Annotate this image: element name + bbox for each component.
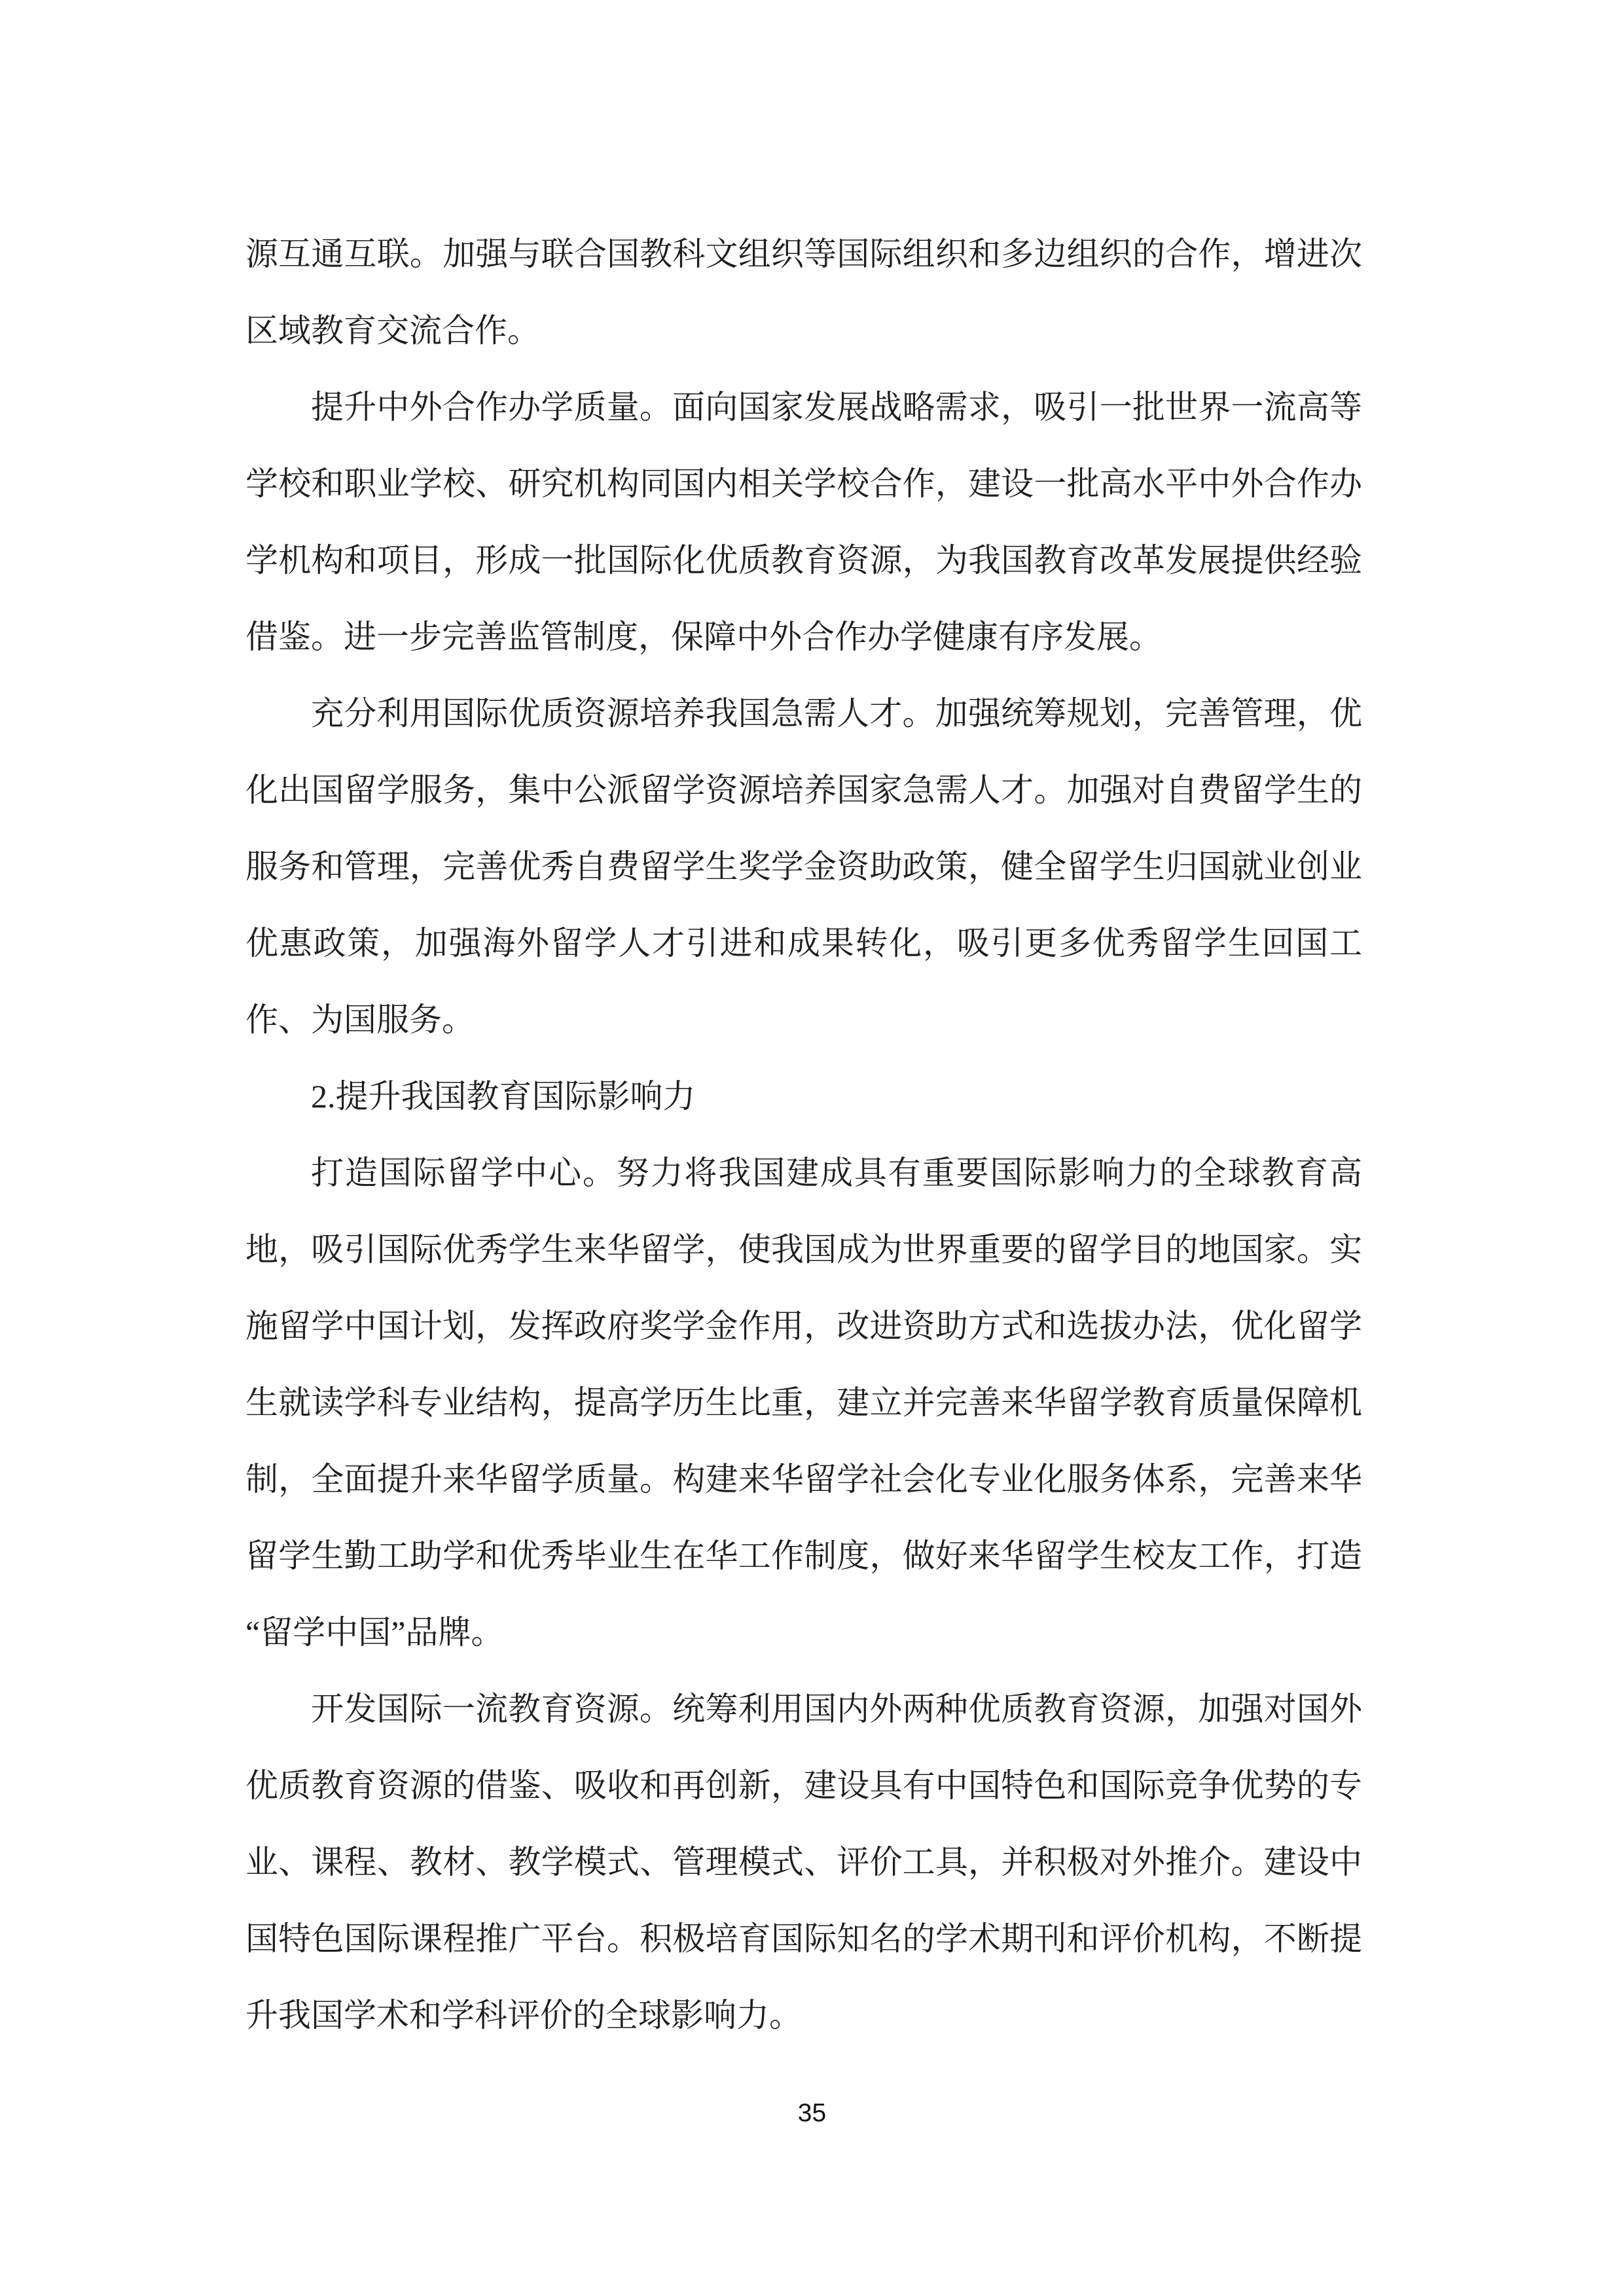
- paragraph-text-line: 施留学中国计划，发挥政府奖学金作用，改进资助方式和选拔办法，优化留学: [245, 1308, 1362, 1344]
- paragraph-text-line: 升我国学术和学科评价的全球影响力。: [245, 1997, 802, 2034]
- paragraph-text-line: 业、课程、教材、教学模式、管理模式、评价工具，并积极对外推介。建设中: [245, 1844, 1362, 1880]
- paragraph-text-line: 制，全面提升来华留学质量。构建来华留学社会化专业化服务体系，完善来华: [245, 1461, 1362, 1498]
- paragraph-text-line: 优质教育资源的借鉴、吸收和再创新，建设具有中国特色和国际竞争优势的专: [245, 1767, 1362, 1804]
- paragraph-text-line: 生就读学科专业结构，提高学历生比重，建立并完善来华留学教育质量保障机: [245, 1384, 1362, 1421]
- paragraph-text-line: 充分利用国际优质资源培养我国急需人才。加强统筹规划，完善管理，优: [311, 695, 1362, 732]
- page-number: 35: [797, 2099, 827, 2127]
- paragraph-text-line: 地，吸引国际优秀学生来华留学，使我国成为世界重要的留学目的地国家。实: [245, 1231, 1362, 1268]
- paragraph-text-line: 化出国留学服务，集中公派留学资源培养国家急需人才。加强对自费留学生的: [245, 772, 1362, 808]
- paragraph-text-line: 打造国际留学中心。努力将我国建成具有重要国际影响力的全球教育高: [311, 1155, 1362, 1191]
- paragraph-text-line: 国特色国际课程推广平台。积极培育国际知名的学术期刊和评价机构，不断提: [245, 1920, 1362, 1957]
- paragraph-text-line: 留学生勤工助学和优秀毕业生在华工作制度，做好来华留学生校友工作，打造: [245, 1537, 1362, 1574]
- paragraph-text-line: 提升中外合作办学质量。面向国家发展战略需求，吸引一批世界一流高等: [311, 389, 1362, 425]
- paragraph-text-line: 借鉴。进一步完善监管制度，保障中外合作办学健康有序发展。: [245, 619, 1162, 655]
- paragraph-text-line: “留学中国”品牌。: [245, 1614, 504, 1651]
- paragraph-text-line: 学校和职业学校、研究机构同国内相关学校合作，建设一批高水平中外合作办: [245, 465, 1362, 502]
- paragraph-text-line: 区域教育交流合作。: [245, 312, 540, 349]
- paragraph-text-line: 服务和管理，完善优秀自费留学生奖学金资助政策，健全留学生归国就业创业: [245, 848, 1362, 885]
- paragraph-text-line: 开发国际一流教育资源。统筹利用国内外两种优质教育资源，加强对国外: [311, 1691, 1362, 1727]
- paragraph-text-line: 作、为国服务。: [245, 1001, 475, 1038]
- paragraph-text-line: 优惠政策，加强海外留学人才引进和成果转化，吸引更多优秀留学生回国工: [245, 925, 1362, 961]
- section-heading-line: 2.提升我国教育国际影响力: [311, 1078, 696, 1115]
- paragraph-text-line: 源互通互联。加强与联合国教科文组织等国际组织和多边组织的合作，增进次: [245, 236, 1362, 272]
- paragraph-text-line: 学机构和项目，形成一批国际化优质教育资源，为我国教育改革发展提供经验: [245, 542, 1362, 579]
- document-body: [245, 216, 1362, 2054]
